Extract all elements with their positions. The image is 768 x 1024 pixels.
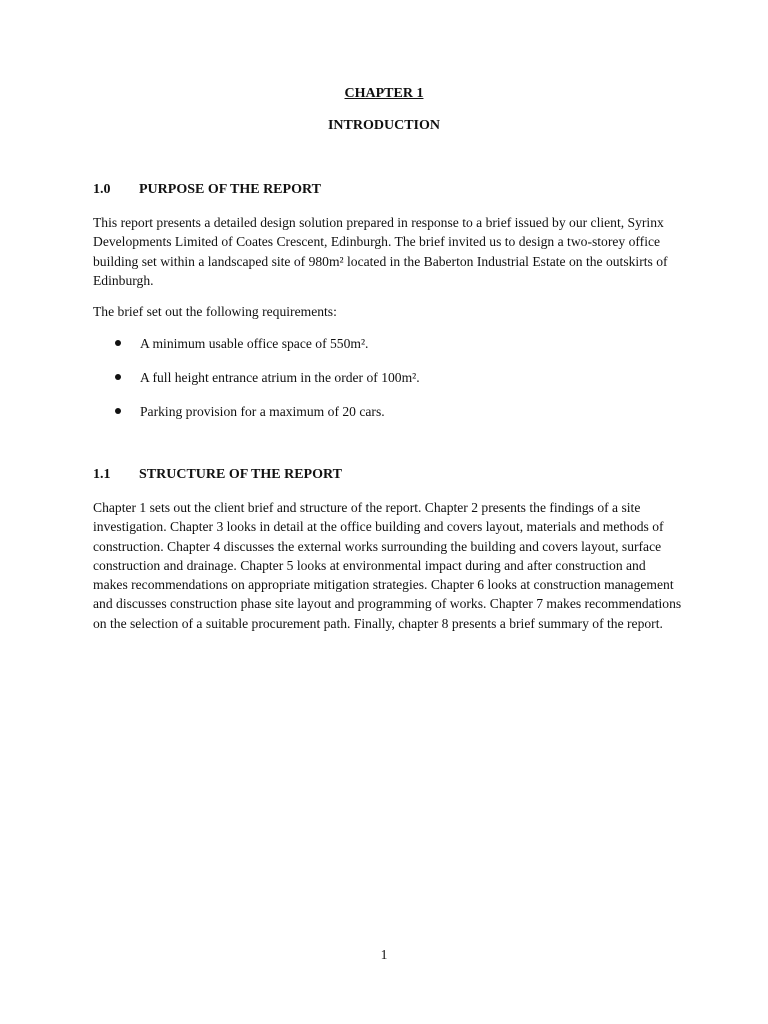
- section-title: PURPOSE OF THE REPORT: [139, 182, 321, 197]
- chapter-label: CHAPTER 1: [344, 86, 424, 101]
- page-number: 1: [380, 947, 388, 962]
- bullet-icon: [115, 408, 121, 414]
- section-heading-purpose: [93, 182, 321, 198]
- list-item-text: A full height entrance atrium in the order of 100m².: [140, 370, 420, 385]
- section-heading-structure: [93, 467, 342, 483]
- bullet-icon: [115, 374, 121, 380]
- list-item: [93, 334, 683, 368]
- section-title: STRUCTURE OF THE REPORT: [139, 467, 342, 482]
- section-number: 1.1: [93, 467, 111, 482]
- purpose-paragraph: This report presents a detailed design solution prepared in response to a brief issued by our client, Syrinx Developments Limited of Coates Crescent, Edinburgh. The brief invited us to design a two-storey office building set within a landscaped site of 980m² located in the Baberton Industrial Estate on the outskirts of Edinburgh.: [93, 215, 668, 288]
- list-item-text: A minimum usable office space of 550m².: [140, 336, 369, 351]
- requirements-intro: The brief set out the following requirements:: [93, 304, 337, 319]
- list-item-text: Parking provision for a maximum of 20 cars.: [140, 404, 385, 419]
- list-item: [93, 368, 683, 402]
- section-number: 1.0: [93, 182, 111, 197]
- bullet-icon: [115, 340, 121, 346]
- structure-paragraph: Chapter 1 sets out the client brief and structure of the report. Chapter 2 presents the findings of a site investigation. Chapter 3 looks in detail at the office building and covers layout, materials and methods of construction. Chapter 4 discusses the external works surrounding the building and covers layout, surface construction and drainage. Chapter 5 looks at environmental impact during and after construction and makes recommendations on appropriate mitigation strategies. Chapter 6 looks at construction management and discusses construction phase site layout and programming of works. Chapter 7 makes recommendations on the selection of a suitable procurement path. Finally, chapter 8 presents a brief summary of the report.: [93, 500, 682, 631]
- requirements-list: [93, 334, 683, 436]
- list-item: [93, 402, 683, 436]
- chapter-title: INTRODUCTION: [327, 118, 440, 133]
